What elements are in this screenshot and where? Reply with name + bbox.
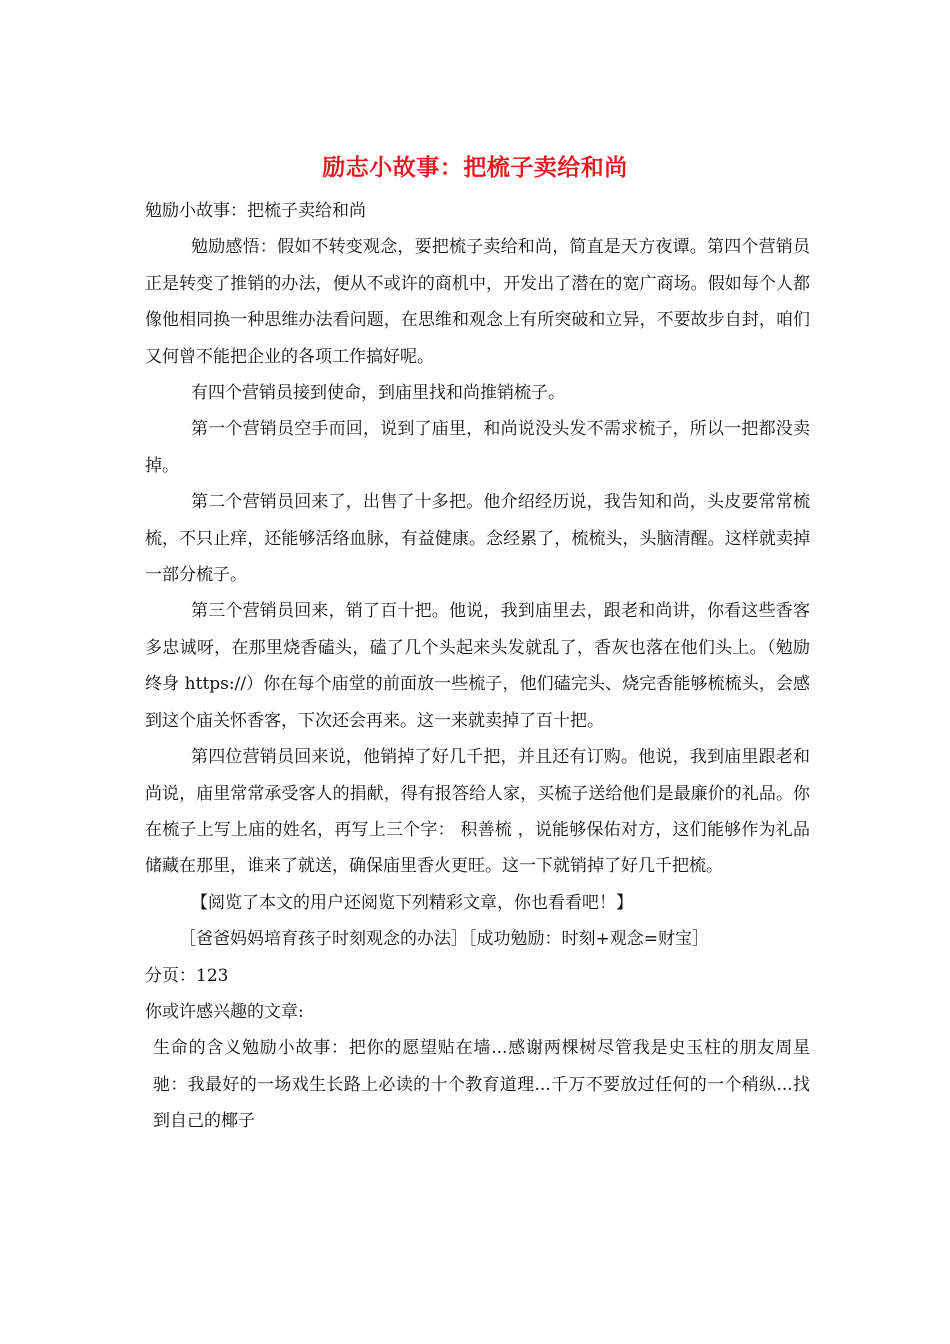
document-body	[145, 193, 810, 1140]
paragraph-second-salesman: 第二个营销员回来了，出售了十多把。他介绍经历说，我告知和尚，头皮要常常梳梳，不只止痒，还能够活络血脉，有益健康。念经累了，梳梳头，头脑清醒。这样就卖掉一部分梳子。	[145, 492, 810, 586]
paragraph-fourth-salesman: 第四位营销员回来说，他销掉了好几千把，并且还有订购。他说，我到庙里跟老和尚说，庙里常常承受客人的捐献，得有报答给人家，买梳子送给他们是最廉价的礼品。你在梳子上写上庙的姓名，再写上三个字： 积善梳 ，说能够保佑对方，这们能够作为礼品储藏在那里，谁来了就送，确保庙里香火更旺。这一下就销掉了好几千把梳。	[145, 747, 810, 877]
related-heading: 你或许感兴趣的文章:	[145, 1001, 304, 1022]
recommend-heading: 【阅览了本文的用户还阅览下列精彩文章，你也看看吧！】	[191, 892, 633, 913]
recommend-links[interactable]: ［爸爸妈妈培育孩子时刻观念的办法］［成功勉励：时刻+观念=财宝］	[179, 929, 709, 950]
paragraph-insight: 勉励感悟：假如不转变观念，要把梳子卖给和尚，简直是天方夜谭。第四个营销员正是转变了推销的办法，便从不或许的商机中，开发出了潜在的宽广商场。假如每个人都像他相同换一种思维办法看问题，在思维和观念上有所突破和立异，不要故步自封，咱们又何曾不能把企业的各项工作搞好呢。	[145, 237, 810, 367]
document-title: 励志小故事：把梳子卖给和尚	[322, 154, 628, 181]
pagination[interactable]: 分页：123	[145, 965, 229, 986]
related-articles[interactable]: 生命的含义勉励小故事：把你的愿望贴在墙...感谢两棵树尽管我是史玉柱的朋友周星驰：我最好的一场戏生长路上必读的十个教育道理...千万不要放过任何的一个稍纵...找到自己的椰子	[153, 1038, 810, 1132]
paragraph-third-salesman: 第三个营销员回来，销了百十把。他说，我到庙里去，跟老和尚讲，你看这些香客多忠诚呀，在那里烧香磕头，磕了几个头起来头发就乱了，香灰也落在他们头上。（勉励终身 https://）你在每个庙堂的前面放一些梳子，他们磕完头、烧完香能够梳梳头，会感到这个庙关怀香客，下次还会再来。这一来就卖掉了百十把。	[145, 601, 810, 731]
subtitle: 勉励小故事：把梳子卖给和尚	[145, 201, 366, 221]
paragraph-intro: 有四个营销员接到使命，到庙里找和尚推销梳子。	[191, 383, 565, 404]
paragraph-first-salesman: 第一个营销员空手而回，说到了庙里，和尚说没头发不需求梳子，所以一把都没卖掉。	[145, 419, 810, 476]
